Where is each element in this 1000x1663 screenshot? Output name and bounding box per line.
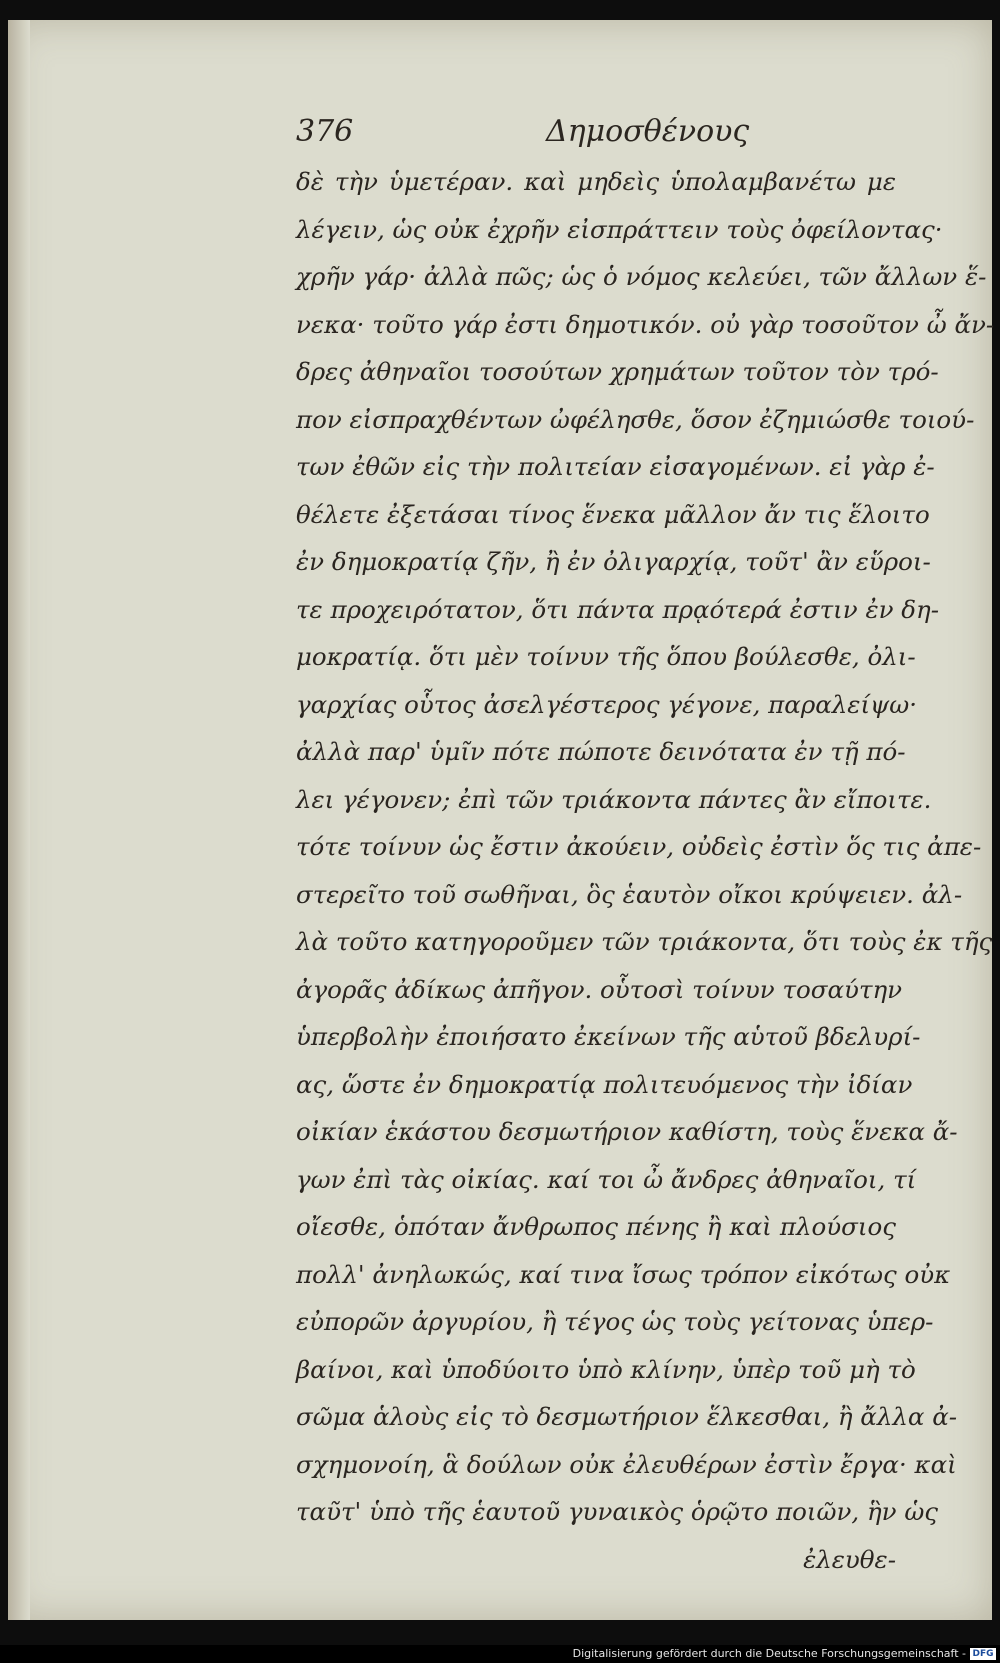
text-line: πολλ' ἀνηλωκώς, καί τινα ἴσως τρόπον εἰκότως οὐκ [296, 1259, 951, 1289]
text-line: ὑπερβολὴν ἐποιήσατο ἐκείνων τῆς αὑτοῦ βδελυρί- [296, 1022, 921, 1051]
funding-credit: Digitalisierung gefördert durch die Deutsche Forschungsgemeinschaft - [572, 1647, 966, 1660]
text-line: σχημονοίη, ἃ δούλων οὐκ ἐλευθέρων ἐστὶν ἔργα· καὶ [296, 1449, 957, 1479]
dfg-logo: DFG [970, 1648, 996, 1660]
text-line: δρες ἀθηναῖοι τοσούτων χρημάτων τοῦτον τὸν τρό- [296, 357, 939, 386]
text-line: μοκρατίᾳ. ὅτι μὲν τοίνυν τῆς ὅπου βούλεσθε, ὀλι- [296, 642, 916, 671]
text-line: γων ἐπὶ τὰς οἰκίας. καί τοι ὦ ἄνδρες ἀθηναῖοι, τί [296, 1164, 917, 1194]
text-line: ας, ὥστε ἐν δημοκρατίᾳ πολιτευόμενος τὴν ἰδίαν [296, 1069, 913, 1099]
running-title: Δημοσθένους [546, 114, 750, 149]
text-line: βαίνοι, καὶ ὑποδύοιτο ὑπὸ κλίνην, ὑπὲρ τοῦ μὴ τὸ [296, 1354, 916, 1384]
text-line: λὰ τοῦτο κατηγοροῦμεν τῶν τριάκοντα, ὅτι τοὺς ἐκ τῆς [296, 927, 993, 956]
catchword: ἐλευθε- [803, 1544, 896, 1574]
text-line: οἴεσθε, ὁπόταν ἄνθρωπος πένης ἢ καὶ πλούσιος [296, 1212, 896, 1241]
text-line: σῶμα ἁλοὺς εἰς τὸ δεσμωτήριον ἕλκεσθαι, ἢ ἄλλα ἀ- [296, 1402, 958, 1431]
text-line: πον εἰσπραχθέντων ὠφέλησθε, ὅσον ἐζημιώσθε τοιού- [296, 404, 975, 434]
text-line: λει γέγονεν; ἐπὶ τῶν τριάκοντα πάντες ἂν εἴποιτε. [296, 784, 932, 814]
text-line: γαρχίας οὗτος ἀσελγέστερος γέγονε, παραλείψω· [296, 689, 918, 719]
text-line: ἀγορᾶς ἀδίκως ἀπῆγον. οὗτοσὶ τοίνυν τοσαύτην [296, 974, 903, 1004]
greek-text-block [296, 158, 995, 1583]
text-line: των ἐθῶν εἰς τὴν πολιτείαν εἰσαγομένων. εἰ γὰρ ἐ- [296, 452, 935, 481]
text-line: τότε τοίνυν ὡς ἔστιν ἀκούειν, οὐδεὶς ἐστὶν ὅς τις ἀπε- [296, 832, 982, 861]
text-line: τε προχειρότατον, ὅτι πάντα πρᾳότερά ἐστιν ἐν δη- [296, 594, 939, 624]
footer-bar [0, 1645, 1000, 1663]
page-header [296, 108, 766, 158]
text-line: στερεῖτο τοῦ σωθῆναι, ὃς ἑαυτὸν οἴκοι κρύψειεν. ἀλ- [296, 879, 963, 909]
text-line: θέλετε ἐξετάσαι τίνος ἕνεκα μᾶλλον ἄν τις ἕλοιτο [296, 499, 930, 529]
text-line: ἀλλὰ παρ' ὑμῖν πότε πώποτε δεινότατα ἐν τῇ πό- [296, 737, 906, 766]
text-line: λέγειν, ὡς οὐκ ἐχρῆν εἰσπράττειν τοὺς ὀφείλοντας· [296, 214, 943, 244]
text-line: χρῆν γάρ· ἀλλὰ πῶς; ὡς ὁ νόμος κελεύει, τῶν ἄλλων ἕ- [296, 262, 987, 291]
text-line: οἰκίαν ἑκάστου δεσμωτήριον καθίστη, τοὺς ἕνεκα ἄ- [296, 1117, 958, 1146]
text-line: ἐν δημοκρατίᾳ ζῆν, ἢ ἐν ὀλιγαρχίᾳ, τοῦτ' ἂν εὕροι- [296, 547, 931, 576]
text-line: νεκα· τοῦτο γάρ ἐστι δημοτικόν. οὐ γὰρ τοσοῦτον ὦ ἄν- [296, 309, 995, 339]
page-gutter-shadow [8, 20, 30, 1620]
text-line: εὐπορῶν ἀργυρίου, ἢ τέγος ὡς τοὺς γείτονας ὑπερ- [296, 1307, 934, 1336]
page-number: 376 [296, 114, 354, 149]
text-line: ταῦτ' ὑπὸ τῆς ἑαυτοῦ γυναικὸς ὁρῷτο ποιῶν, ἣν ὡς [296, 1497, 939, 1526]
text-line: δὲ τὴν ὑμετέραν. καὶ μηδεὶς ὑπολαμβανέτω με [296, 167, 896, 196]
